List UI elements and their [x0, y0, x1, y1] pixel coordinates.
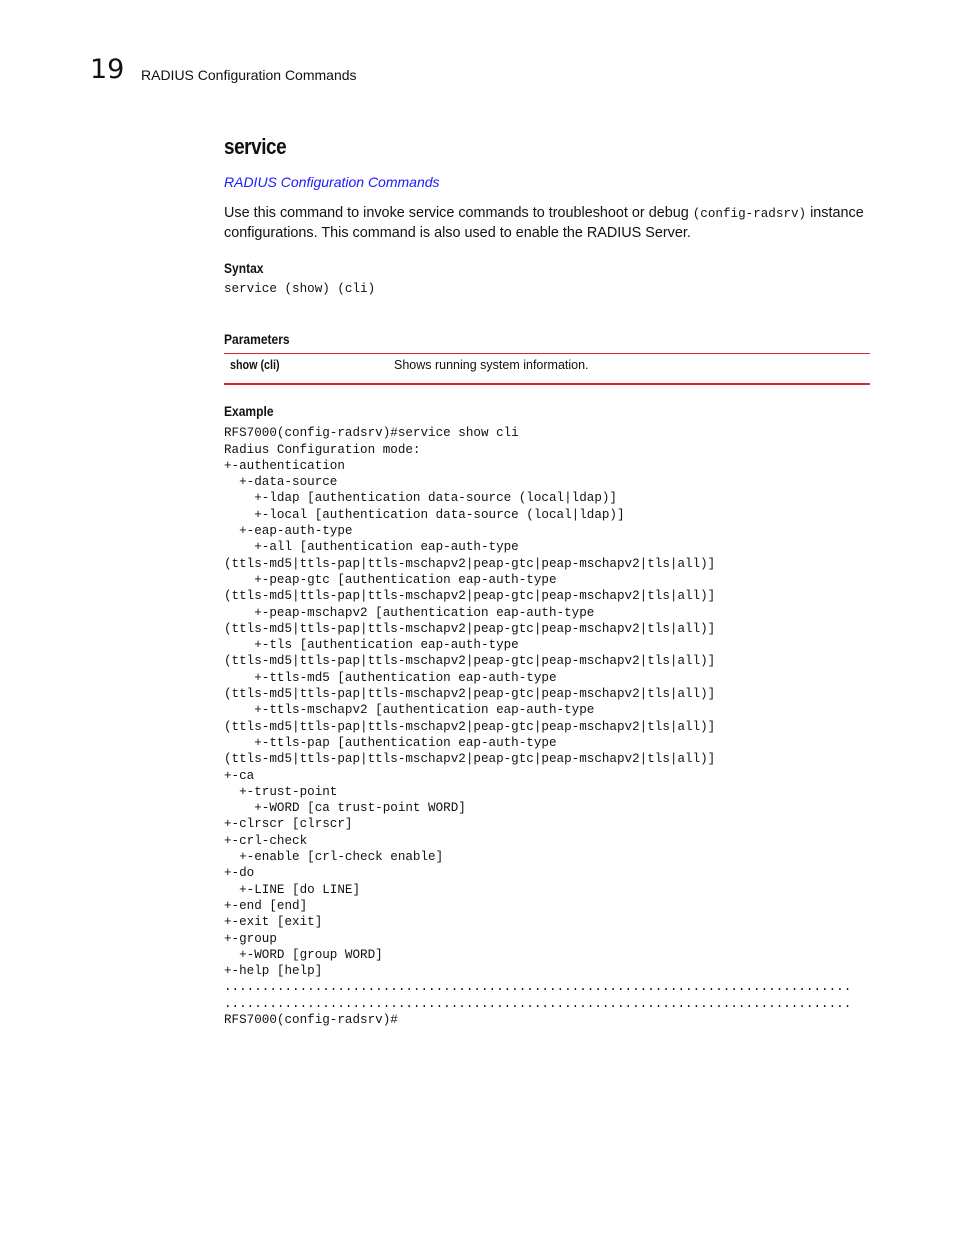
description-text-continued: instance configurations. This command is also used to enable the RADIUS Server.: [224, 205, 864, 241]
parameter-name: show (cli): [230, 358, 280, 373]
example-code-line: +-enable [crl-check enable]: [224, 850, 444, 865]
example-code-line: RFS7000(config-radsrv)#: [224, 1012, 398, 1027]
example-code-line: RFS7000(config-radsrv)#service show cli: [224, 426, 519, 441]
example-code-line: (ttls-md5|ttls-pap|ttls-mschapv2|peap-gtc|peap-mschapv2|tls|all)]: [224, 687, 716, 702]
example-code-line: +-ttls-md5 [authentication eap-auth-type: [224, 670, 557, 685]
command-title: service: [224, 134, 287, 159]
example-code-line: ...................................................................................: [224, 996, 852, 1011]
example-code-line: ...................................................................................: [224, 980, 852, 995]
example-code-line: +-WORD [ca trust-point WORD]: [224, 801, 466, 816]
example-code-line: +-eap-auth-type: [224, 524, 353, 539]
example-code-line: +-crl-check: [224, 833, 308, 848]
example-code-line: +-data-source: [224, 475, 338, 490]
example-code-line: +-group: [224, 931, 277, 946]
example-code-line: +-help [help]: [224, 964, 323, 979]
syntax-code: service (show) (cli): [224, 282, 376, 296]
example-code-line: +-do: [224, 866, 255, 881]
syntax-heading: Syntax: [224, 260, 264, 276]
parameters-heading: Parameters: [224, 331, 290, 348]
example-code-line: (ttls-md5|ttls-pap|ttls-mschapv2|peap-gtc|peap-mschapv2|tls|all)]: [224, 654, 716, 669]
chapter-title: RADIUS Configuration Commands: [141, 67, 357, 83]
example-code-line: (ttls-md5|ttls-pap|ttls-mschapv2|peap-gtc|peap-mschapv2|tls|all)]: [224, 752, 716, 767]
example-code-block: [224, 425, 870, 1028]
example-code-line: +-end [end]: [224, 898, 308, 913]
parameters-table: [224, 353, 870, 385]
example-code-line: +-ttls-pap [authentication eap-auth-type: [224, 735, 557, 750]
example-heading: Example: [224, 403, 274, 420]
parameter-name-cell: [224, 354, 388, 385]
description-code: (config-radsrv): [692, 207, 807, 221]
chapter-number: 19: [90, 54, 125, 85]
description-text: Use this command to invoke service commands to troubleshoot or debug: [224, 205, 693, 221]
parameter-description: Shows running system information.: [394, 358, 589, 373]
table-row: [224, 354, 870, 385]
command-description: [224, 204, 870, 243]
example-code-line: +-local [authentication data-source (local|ldap)]: [224, 507, 625, 522]
example-code-line: (ttls-md5|ttls-pap|ttls-mschapv2|peap-gtc|peap-mschapv2|tls|all)]: [224, 589, 716, 604]
example-code-line: +-peap-mschapv2 [authentication eap-auth-type: [224, 605, 595, 620]
main-content: [224, 130, 870, 1028]
example-code-line: +-ca: [224, 768, 255, 783]
example-code-line: +-all [authentication eap-auth-type: [224, 540, 519, 555]
example-code-line: +-ldap [authentication data-source (local|ldap)]: [224, 491, 617, 506]
example-code-line: (ttls-md5|ttls-pap|ttls-mschapv2|peap-gtc|peap-mschapv2|tls|all)]: [224, 556, 716, 571]
example-code-line: +-clrscr [clrscr]: [224, 817, 353, 832]
example-code-line: +-WORD [group WORD]: [224, 947, 383, 962]
example-code-line: (ttls-md5|ttls-pap|ttls-mschapv2|peap-gtc|peap-mschapv2|tls|all)]: [224, 621, 716, 636]
example-code-line: +-ttls-mschapv2 [authentication eap-auth-type: [224, 703, 595, 718]
example-code-line: +-LINE [do LINE]: [224, 882, 361, 897]
example-code-line: +-tls [authentication eap-auth-type: [224, 638, 519, 653]
example-code-line: (ttls-md5|ttls-pap|ttls-mschapv2|peap-gtc|peap-mschapv2|tls|all)]: [224, 719, 716, 734]
example-code-line: +-authentication: [224, 458, 345, 473]
example-code-line: +-peap-gtc [authentication eap-auth-type: [224, 572, 557, 587]
example-code-line: +-exit [exit]: [224, 915, 323, 930]
cross-reference-link[interactable]: RADIUS Configuration Commands: [224, 174, 440, 190]
example-code-line: +-trust-point: [224, 784, 338, 799]
example-code-line: Radius Configuration mode:: [224, 442, 421, 457]
